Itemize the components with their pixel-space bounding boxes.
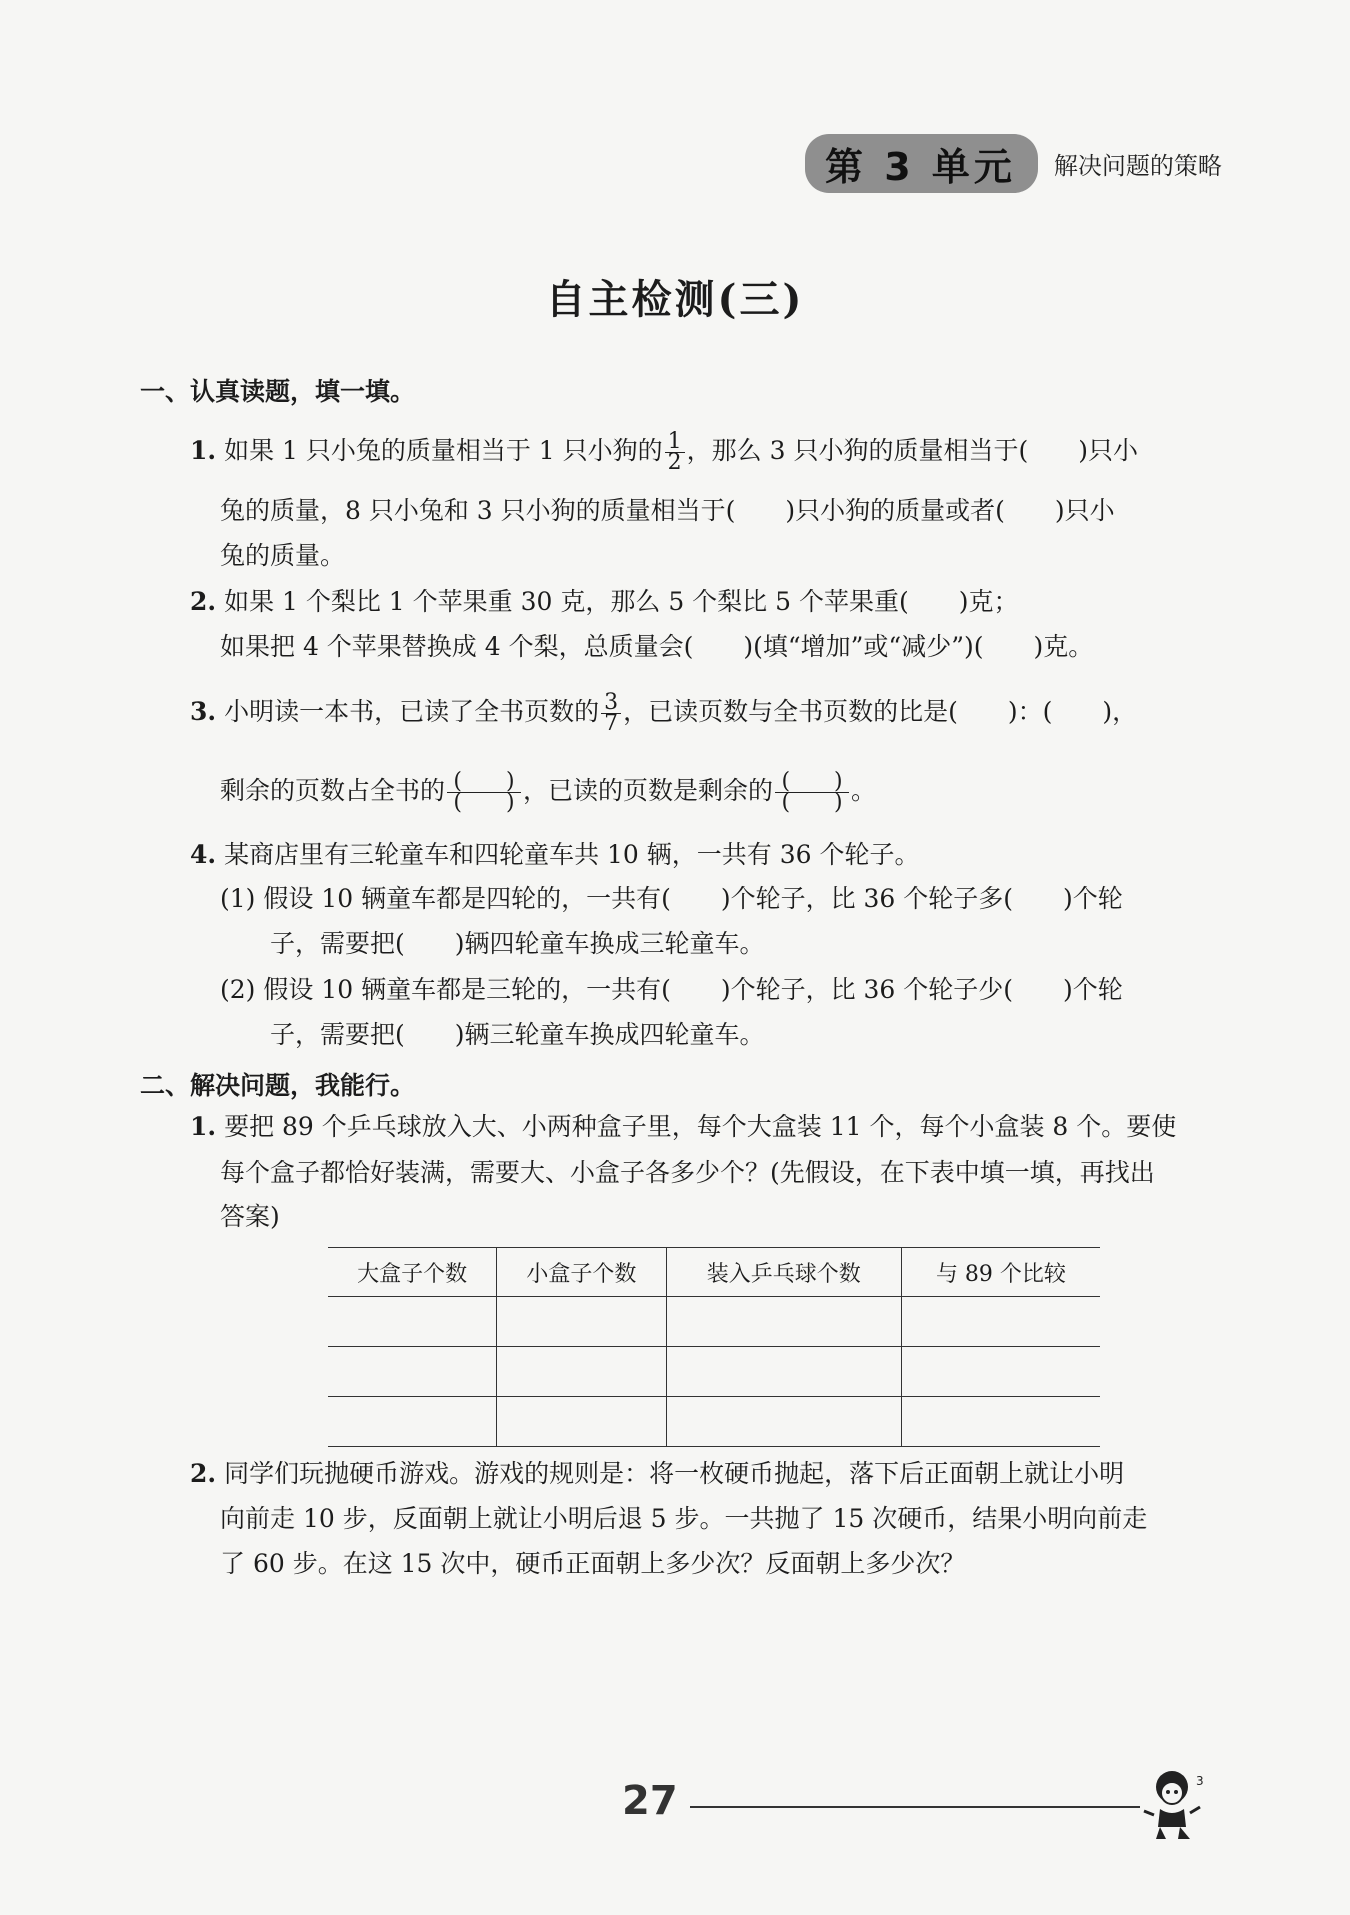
table-header: 大盒子个数	[328, 1248, 497, 1297]
q2-text-1: 如果 1 个梨比 1 个苹果重 30 克，那么 5 个梨比 5 个苹果重( )克；	[224, 587, 1019, 616]
s2-q2-line3: 了 60 步。在这 15 次中，硬币正面朝上多少次？反面朝上多少次？	[220, 1549, 966, 1578]
table-cell[interactable]	[666, 1397, 901, 1447]
blank-numerator: ( )	[447, 772, 521, 793]
table-cell[interactable]	[666, 1297, 901, 1347]
q3-text-c: 剩余的页数占全书的	[220, 776, 446, 805]
question-number: 1.	[190, 436, 217, 465]
blank-fraction[interactable]	[447, 769, 521, 815]
unit-label: 第 3 单元	[805, 134, 1038, 193]
q3-text-a: 小明读一本书，已读了全书页数的	[224, 697, 600, 726]
q4-part1-line1: (1) 假设 10 辆童车都是四轮的，一共有( )个轮子，比 36 个轮子多( )个轮	[220, 884, 1123, 913]
q1-line2: 兔的质量，8 只小兔和 3 只小狗的质量相当于( )只小狗的质量或者( )只小	[220, 496, 1115, 525]
question-number: 2.	[190, 587, 217, 616]
frac-denominator: 2	[667, 450, 682, 475]
table-cell[interactable]	[497, 1347, 666, 1397]
q1-line1	[190, 429, 1138, 475]
q2-line2: 如果把 4 个苹果替换成 4 个梨，总质量会( )(填“增加”或“减少”)( )克。	[220, 632, 1094, 661]
frac-denominator: 7	[604, 711, 619, 736]
q3-text-e: 。	[851, 776, 877, 805]
s2-q2-line2: 向前走 10 步，反面朝上就让小明后退 5 步。一共抛了 15 次硬币，结果小明向前走	[220, 1504, 1148, 1533]
q3-line2	[220, 769, 877, 815]
section-heading-1: 一、认真读题，填一填。	[140, 377, 416, 406]
table-cell[interactable]	[328, 1397, 497, 1447]
blank-fraction[interactable]	[775, 769, 849, 815]
table-cell[interactable]	[901, 1347, 1100, 1397]
table-cell[interactable]	[328, 1297, 497, 1347]
section-heading-2: 二、解决问题，我能行。	[140, 1071, 416, 1100]
table-header: 小盒子个数	[497, 1248, 666, 1297]
q4-part1-line2: 子，需要把( )辆四轮童车换成三轮童车。	[270, 929, 765, 958]
table-cell[interactable]	[328, 1347, 497, 1397]
q3-text-b: ，已读页数与全书页数的比是( )：( )，	[623, 697, 1138, 726]
fill-in-table	[328, 1247, 1100, 1447]
s2-q2-line1	[190, 1457, 1124, 1491]
question-number: 1.	[190, 1112, 217, 1141]
table-cell[interactable]	[666, 1347, 901, 1397]
q1-text-a: 如果 1 只小兔的质量相当于 1 只小狗的	[224, 436, 663, 465]
s2-q1-text: 要把 89 个乒乓球放入大、小两种盒子里，每个大盒装 11 个，每个小盒装 8 个。要使	[224, 1112, 1177, 1141]
blank-denominator: ( )	[453, 790, 515, 815]
q3-line1	[190, 690, 1138, 736]
q4-text: 某商店里有三轮童车和四轮童车共 10 辆，一共有 36 个轮子。	[224, 840, 920, 869]
cartoon-boy-icon	[1140, 1765, 1210, 1845]
frac-numerator: 1	[665, 432, 685, 453]
q2-line1	[190, 585, 1018, 619]
question-number: 3.	[190, 697, 217, 726]
frac-numerator: 3	[601, 693, 621, 714]
s2-q1-line3: 答案)	[220, 1202, 280, 1231]
blank-denominator: ( )	[781, 790, 843, 815]
table-row	[328, 1397, 1100, 1447]
unit-subtitle: 解决问题的策略	[1053, 151, 1222, 180]
q1-line3: 兔的质量。	[220, 541, 346, 570]
table-cell[interactable]	[901, 1397, 1100, 1447]
table-row	[328, 1297, 1100, 1347]
question-number: 2.	[190, 1459, 217, 1488]
table-row	[328, 1347, 1100, 1397]
table-header: 装入乒乓球个数	[666, 1248, 901, 1297]
s2-q2-text: 同学们玩抛硬币游戏。游戏的规则是：将一枚硬币抛起，落下后正面朝上就让小明	[224, 1459, 1125, 1488]
footer-divider	[690, 1806, 1140, 1808]
table-cell[interactable]	[497, 1297, 666, 1347]
s2-q1-line2: 每个盒子都恰好装满，需要大、小盒子各多少个？(先假设，在下表中填一填，再找出	[220, 1158, 1155, 1187]
table-header: 与 89 个比较	[901, 1248, 1100, 1297]
table-cell[interactable]	[901, 1297, 1100, 1347]
q4-part2-line2: 子，需要把( )辆三轮童车换成四轮童车。	[270, 1020, 765, 1049]
unit-header	[805, 138, 1222, 188]
s2-q1-line1	[190, 1110, 1176, 1144]
svg-text:3: 3	[1196, 1774, 1204, 1788]
q4-part2-line1: (2) 假设 10 辆童车都是三轮的，一共有( )个轮子，比 36 个轮子少( )个轮	[220, 975, 1123, 1004]
table-cell[interactable]	[497, 1397, 666, 1447]
q1-text-b: ，那么 3 只小狗的质量相当于( )只小	[686, 436, 1138, 465]
question-number: 4.	[190, 840, 217, 869]
q3-text-d: ，已读的页数是剩余的	[523, 776, 774, 805]
q4-line1	[190, 838, 919, 872]
table-header-row	[328, 1248, 1100, 1297]
page-number: 27	[622, 1778, 678, 1824]
blank-numerator: ( )	[775, 772, 849, 793]
page-title: 自主检测(三)	[545, 276, 805, 323]
fraction-three-sevenths	[601, 690, 621, 736]
fraction-one-half	[665, 429, 685, 475]
